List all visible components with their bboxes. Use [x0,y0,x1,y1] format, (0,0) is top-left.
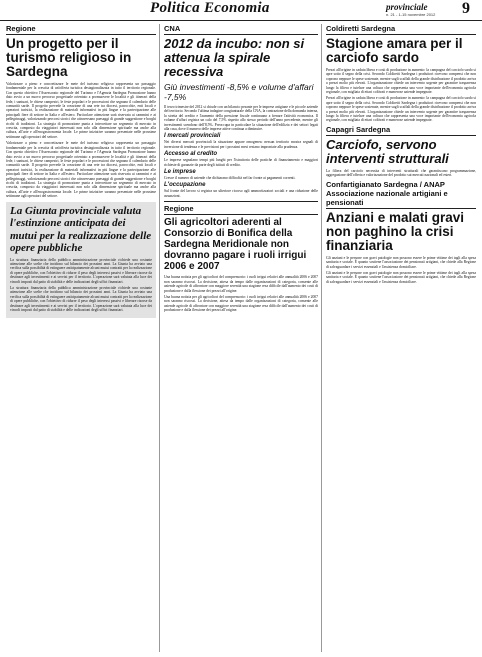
article-kicker: Coldiretti Sardegna [326,24,476,35]
article-body: Nei diversi mercati provinciali la situazione appare omogenea: nessun territorio mostra segnali di inversione di tendenza e le previsioni per i prossimi mesi restano improntate alla prudenza. [164,140,318,149]
article-kicker: CNA [164,24,318,35]
article-headline: Carciofo, servono interventi strutturali [326,136,449,166]
article-body: Valorizzare a pieno e concretizzare le mete del turismo religioso rappresenta un passaggio fondamentale per la crescita di un'offerta turistica destagionalizzata in tutto il territorio regionale. Con questo obiettivo l'Assessorato regionale del Turismo e l'Agenzia Sardegna Promozione hanno dato avvio a un nuovo percorso progettuale orientato a promuovere le località e gli itinerari della fede, i santuari, le chiese campestri, le feste popolari e le processioni che segnano il calendario delle comunità sarde. Il progetto prevede la creazione di una rete tra diocesi, parrocchie, enti locali e operatori turistici, la realizzazione di materiali informativi in più lingue e la partecipazione alle principali fiere di settore in Italia e all'estero. Particolare attenzione sarà riservata ai cammini e ai pellegrinaggi, valorizzando percorsi storici che attraversano paesaggi di grande suggestione e borghi ricchi di tradizioni. La strategia di promozione punta a intercettare un segmento di mercato in crescita, composto da viaggiatori interessati non solo alla dimensione spirituale ma anche alla cultura, all'arte e all'enogastronomia locale. Le prime iniziative saranno presentate nelle prossime settimane agli operatori del settore. [6,141,156,199]
publication-logo: provinciale [386,2,428,12]
boxed-article-body: La struttura finanziaria della pubblica amministrazione provinciale richiede una costante attenzione alle scelte che incidono sul bilancio dei prossimi anni. La Giunta ha avviato una verifica sulla possibilità di estinguere anticipatamente alcuni mutui contratti per la realizzazione di opere pubbliche, con l'obiettivo di ridurre il peso degli interessi passivi e liberare risorse da destinare agli investimenti e ai servizi per il territorio. L'operazione sarà valutata alla luce dei vincoli imposti dal patto di stabilità e delle indicazioni degli uffici finanziari. [10,257,152,284]
article-headline: Gli agricoltori aderenti al Consorzio di Bonifica della Sardegna Meridionale non dovranno pagare i ruoli irrigui 2006 e 2007 [164,217,307,273]
article-subheadline: Giù investimenti -8,5% e volume d'affari -7,5% [164,82,314,102]
article-body: Gli anziani e le persone con gravi patologie non possono essere le prime vittime dei tagli alla spesa sanitaria e sociale. È quanto sostiene l'associazione dei pensionati artigiani, che chiede alla Regione di salvaguardare i servizi essenziali e l'assistenza domiciliare. [326,270,476,284]
column-divider [321,24,322,652]
section-subhead: Accesso al credito [164,151,218,158]
boxed-article-headline: La Giunta provinciale valuta l'estinzione anticipata dei mutui per la realizzazione delle opere pubbliche [10,204,152,255]
article-kicker: Regione [164,204,318,215]
article-kicker: Capagri Sardegna [326,125,476,136]
section-subhead: Le imprese [164,169,196,176]
section-subhead: I mercati provinciali [164,133,221,140]
article-headline: Un progetto per il turismo religioso in Sardegna [6,36,132,79]
section-title: Politica Economia [150,0,270,16]
article-headline: 2012 da incubo: non si attenua la spirale recessiva [164,36,305,79]
section-subhead: L'occupazione [164,182,206,189]
article-body: Prezzi all'origine in caduta libera e costi di produzione in aumento: la campagna del carciofo sardo si apre sotto il segno della crisi. Secondo Coldiretti Sardegna i produttori ricevono compensi che non coprono neppure le spese sostenute, mentre sugli scaffali della grande distribuzione il prodotto arriva a prezzi molto più elevati. L'organizzazione chiede un intervento urgente per garantire trasparenza lungo la filiera e tutelare una coltura che rappresenta una voce importante dell'economia agricola regionale, con migliaia di ettari coltivati e numerose aziende impegnate. [326,96,476,123]
boxed-article [6,202,156,319]
article-body: Una buona notizia per gli agricoltori del comprensorio: i ruoli irrigui relativi alle annualità 2006 e 2007 non saranno riscossi. La decisione, attesa da tempo dalle organizzazioni di categoria, consente alle aziende agricole di affrontare con maggiore serenità una stagione resa difficile dall'aumento dei costi di produzione e dalla flessione dei prezzi all'origine. [164,275,318,293]
column-right [326,24,476,654]
issue-info: n. 21 - 1-15 novembre 2012 [386,12,436,17]
article-body: Prezzi all'origine in caduta libera e costi di produzione in aumento: la campagna del carciofo sardo si apre sotto il segno della crisi. Secondo Coldiretti Sardegna i produttori ricevono compensi che non coprono neppure le spese sostenute, mentre sugli scaffali della grande distribuzione il prodotto arriva a prezzi molto più elevati. L'organizzazione chiede un intervento urgente per garantire trasparenza lungo la filiera e tutelare una coltura che rappresenta una voce importante dell'economia agricola regionale, con migliaia di ettari coltivati e numerose aziende impegnate. [326,68,476,95]
article-body: Cresce il numero di aziende che dichiarano difficoltà nel far fronte ai pagamenti correnti. [164,176,296,181]
article-body: Gli anziani e le persone con gravi patologie non possono essere le prime vittime dei tagli alla spesa sanitaria e sociale. È quanto sostiene l'associazione dei pensionati artigiani, che chiede alla Regione di salvaguardare i servizi essenziali e l'assistenza domiciliare. [326,255,476,269]
boxed-article-body: La struttura finanziaria della pubblica amministrazione provinciale richiede una costante attenzione alle scelte che incidono sul bilancio dei prossimi anni. La Giunta ha avviato una verifica sulla possibilità di estinguere anticipatamente alcuni mutui contratti per la realizzazione di opere pubbliche, con l'obiettivo di ridurre il peso degli interessi passivi e liberare risorse da destinare agli investimenti e ai servizi per il territorio. L'operazione sarà valutata alla luce dei vincoli imposti dal patto di stabilità e delle indicazioni degli uffici finanziari. [10,286,152,313]
article-body: Valorizzare a pieno e concretizzare le mete del turismo religioso rappresenta un passaggio fondamentale per la crescita di un'offerta turistica destagionalizzata in tutto il territorio regionale. Con questo obiettivo l'Assessorato regionale del Turismo e l'Agenzia Sardegna Promozione hanno dato avvio a un nuovo percorso progettuale orientato a promuovere le località e gli itinerari della fede, i santuari, le chiese campestri, le feste popolari e le processioni che segnano il calendario delle comunità sarde. Il progetto prevede la creazione di una rete tra diocesi, parrocchie, enti locali e operatori turistici, la realizzazione di materiali informativi in più lingue e la partecipazione alle principali fiere di settore in Italia e all'estero. Particolare attenzione sarà riservata ai cammini e ai pellegrinaggi, valorizzando percorsi storici che attraversano paesaggi di grande suggestione e borghi ricchi di tradizioni. La strategia di promozione punta a intercettare un segmento di mercato in crescita, composto da viaggiatori interessati non solo alla dimensione spirituale ma anche alla cultura, all'arte e all'enogastronomia locale. Le prime iniziative saranno presentate nelle prossime settimane agli operatori del settore. [6,82,156,139]
column-left [6,24,156,654]
masthead [0,0,482,21]
article-body: Il terzo trimestre del 2012 si chiude con un bilancio pesante per le imprese artigiane e le piccole aziende del territorio. Secondo l'ultima indagine congiunturale della CNA, la contrazione della domanda interna, la stretta del credito e l'aumento della pressione fiscale continuano a frenare l'attività economica. Il volume d'affari registra un calo del 7,5% rispetto allo stesso periodo dell'anno precedente, mentre gli investimenti scendono dell'8,5%. Preoccupa in particolare la situazione dell'edilizia e dei settori legati alla casa, dove il numero delle imprese attive continua a diminuire. [164,105,318,132]
column-center [164,24,318,654]
article-body: Le imprese segnalano tempi più lunghi per l'istruttoria delle pratiche di finanziamento e maggiori richieste di garanzie da parte degli istituti di credito. [164,158,318,167]
article-separator [164,201,318,202]
article-body: Sul fronte del lavoro si registra un ulteriore ricorso agli ammortizzatori sociali e una riduzione delle assunzioni. [164,189,318,198]
page-number: 9 [462,0,470,17]
column-divider [159,24,160,652]
article-kicker: Regione [6,24,156,35]
article-headline: Stagione amara per il carciofo sardo [326,36,463,65]
article-kicker: Confartigianato Sardegna / ANAP Associazione nazionale artigiani e pensionati [326,180,476,209]
article-body: Una buona notizia per gli agricoltori del comprensorio: i ruoli irrigui relativi alle annualità 2006 e 2007 non saranno riscossi. La decisione, attesa da tempo dalle organizzazioni di categoria, consente alle aziende agricole di affrontare con maggiore serenità una stagione resa difficile dall'aumento dei costi di produzione e dalla flessione dei prezzi all'origine. [164,294,318,313]
article-headline: Anziani e malati gravi non paghino la crisi finanziaria [326,209,465,253]
article-body: La filiera del carciofo necessita di interventi strutturali che garantiscano programmazione, aggregazione dell'offerta e valorizzazione del prodotto sui mercati nazionali ed esteri. [326,168,476,178]
